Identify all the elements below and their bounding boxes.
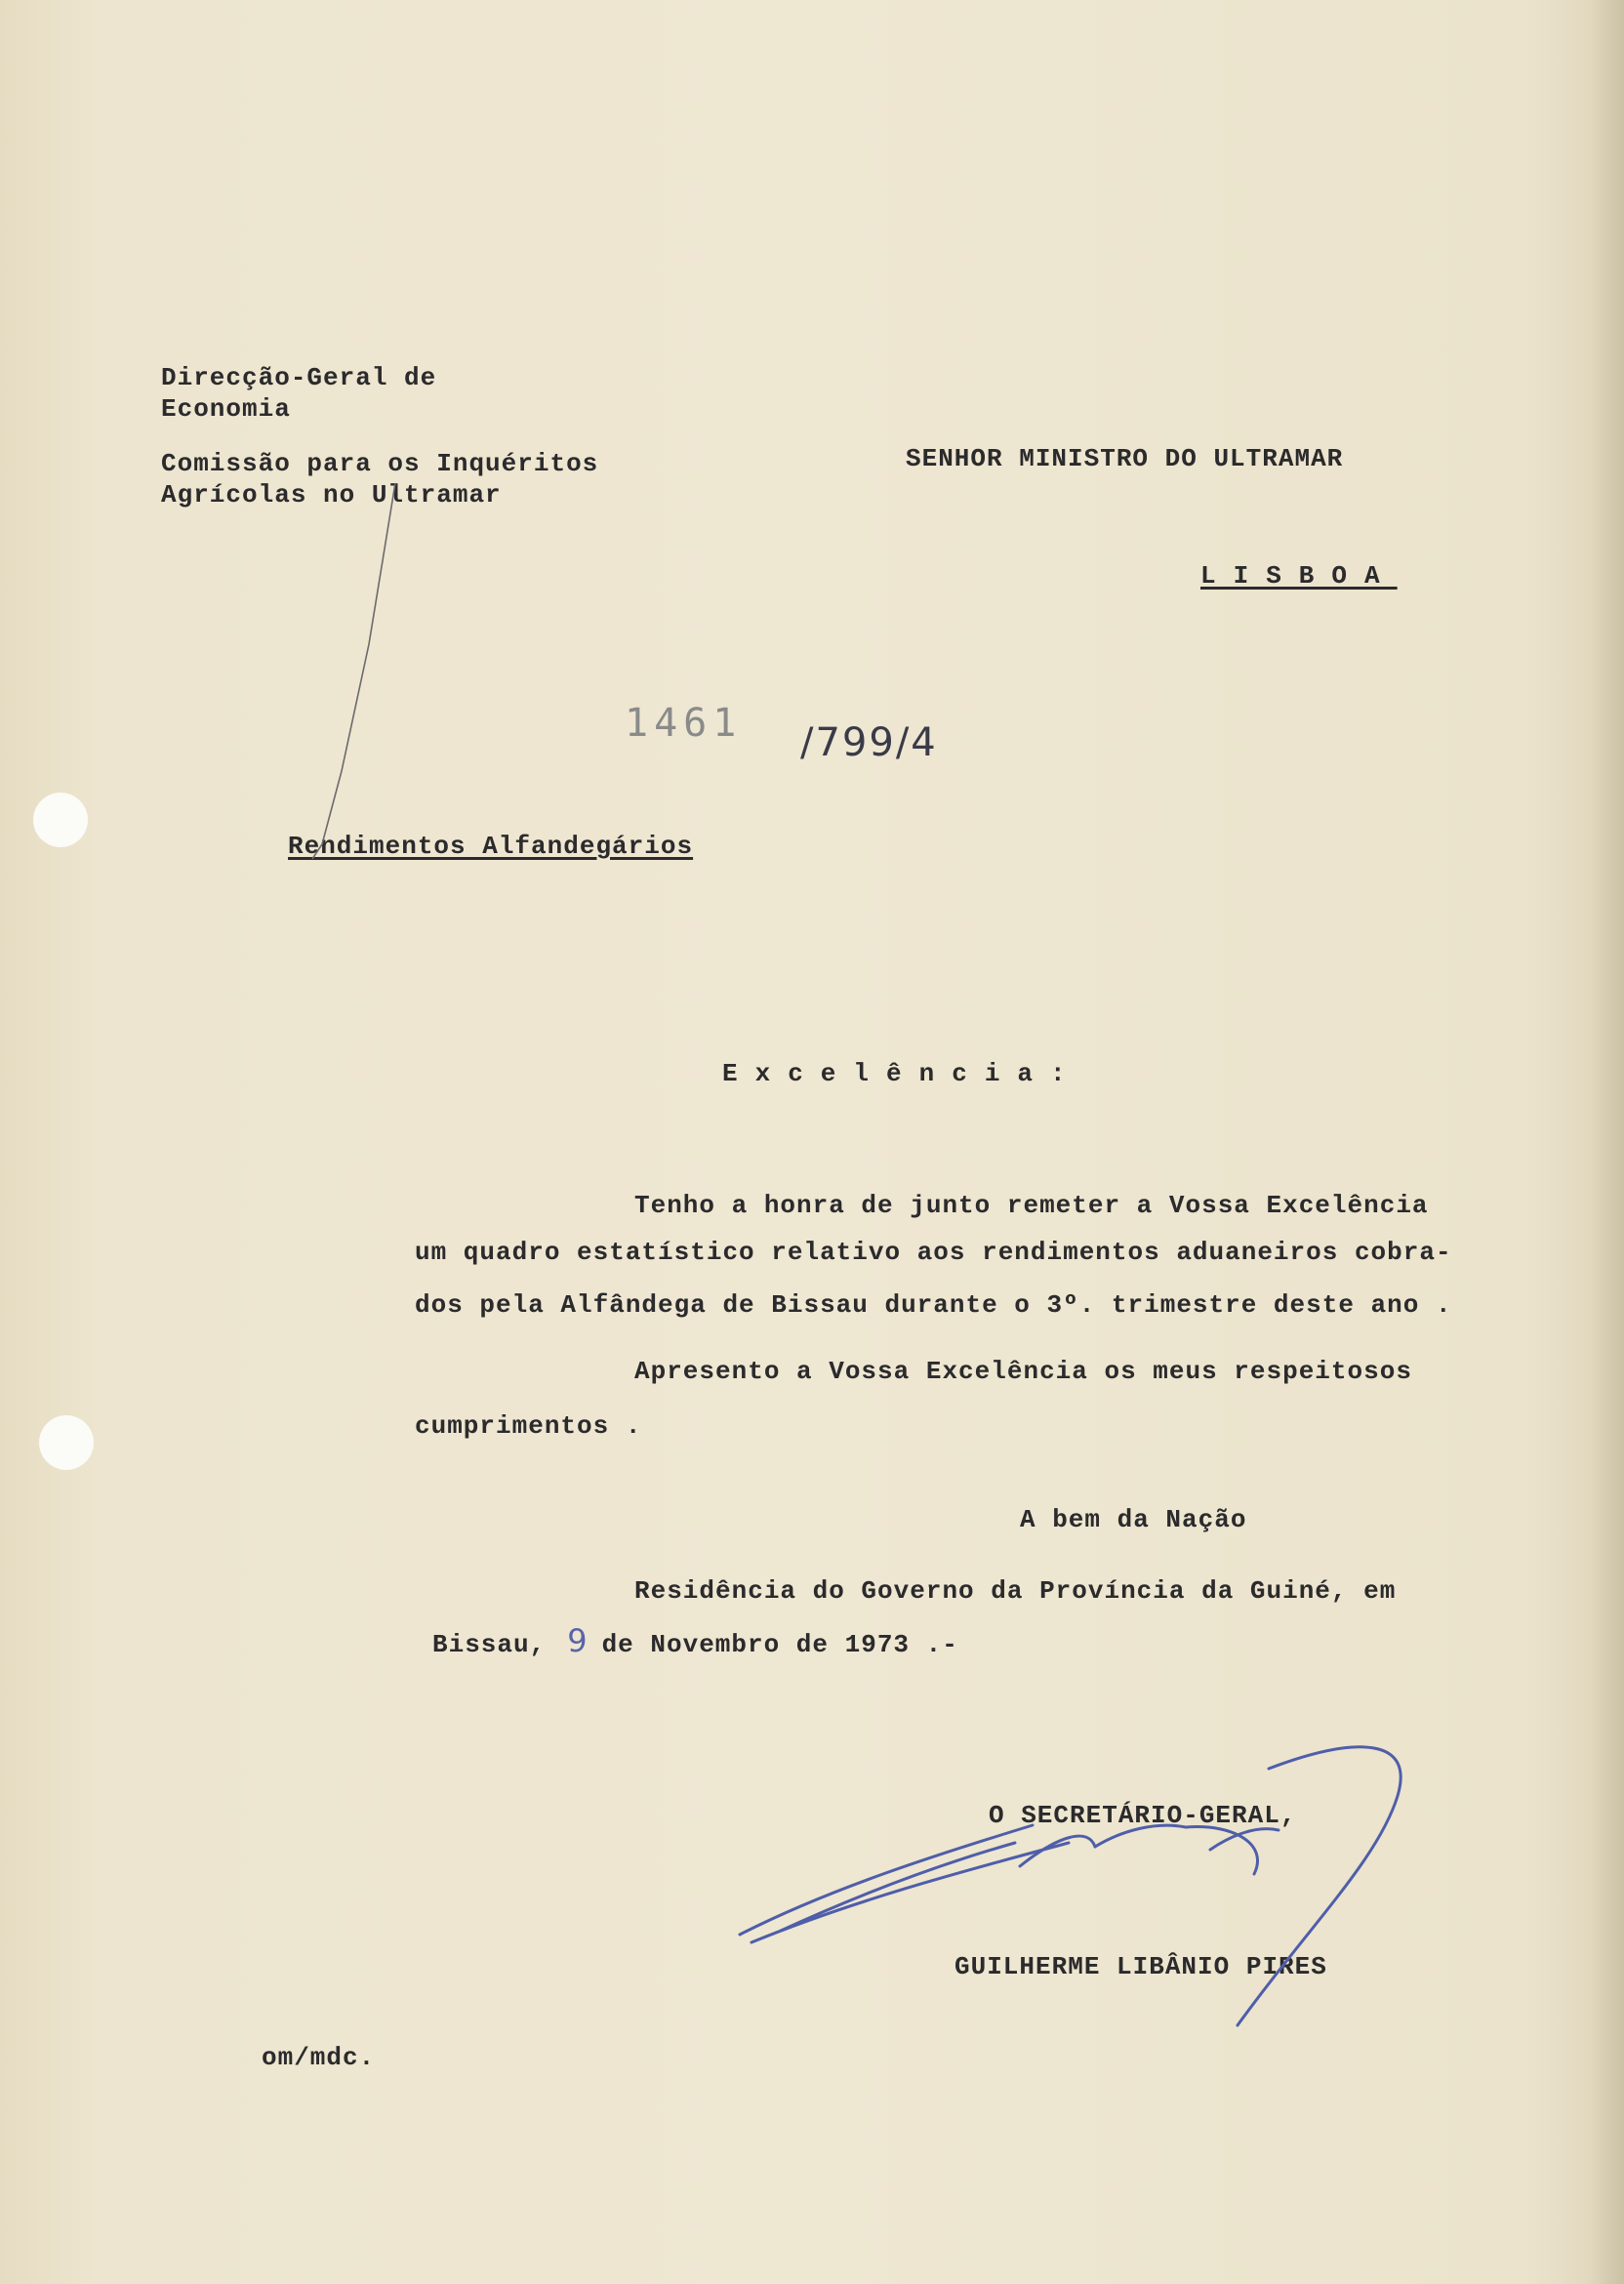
paragraph-1-line-2: um quadro estatístico relativo aos rendimentos aduaneiros cobra- — [415, 1238, 1452, 1267]
pen-stroke-line — [312, 483, 395, 859]
signatory-title: O SECRETÁRIO-GERAL, — [989, 1801, 1297, 1830]
paragraph-2-line-1: Apresento a Vossa Excelência os meus respeitosos — [634, 1357, 1412, 1386]
place-prefix: Bissau, — [432, 1630, 547, 1659]
commission-line-1: Comissão para os Inquéritos — [161, 449, 599, 478]
sender-line-1: Direcção-Geral de — [161, 363, 437, 392]
signature-scribble — [740, 1747, 1401, 2025]
signatory-name: GUILHERME LIBÂNIO PIRES — [954, 1952, 1327, 1981]
place-line-1: Residência do Governo da Província da Guiné, em — [634, 1576, 1397, 1606]
commission-line-2: Agrícolas no Ultramar — [161, 480, 502, 510]
recipient: SENHOR MINISTRO DO ULTRAMAR — [906, 444, 1344, 473]
salutation: Excelência: — [722, 1059, 1083, 1088]
reference-stamp-number: 1461 — [625, 701, 743, 746]
paragraph-1-line-1: Tenho a honra de junto remeter a Vossa Excelência — [634, 1191, 1429, 1220]
place-suffix: de Novembro de 1973 .- — [601, 1630, 958, 1659]
closing-formula: A bem da Nação — [1020, 1505, 1247, 1534]
handwritten-day: 9 — [567, 1622, 589, 1659]
handwritten-reference-number: /799/4 — [800, 720, 938, 765]
sender-line-2: Economia — [161, 394, 291, 424]
typist-initials: om/mdc. — [262, 2043, 376, 2072]
city: LISBOA — [1200, 561, 1398, 591]
paragraph-1-line-3: dos pela Alfândega de Bissau durante o 3º. trimestre deste ano . — [415, 1290, 1452, 1320]
subject: Rendimentos Alfandegários — [288, 832, 694, 861]
paragraph-2-line-2: cumprimentos . — [415, 1411, 642, 1441]
